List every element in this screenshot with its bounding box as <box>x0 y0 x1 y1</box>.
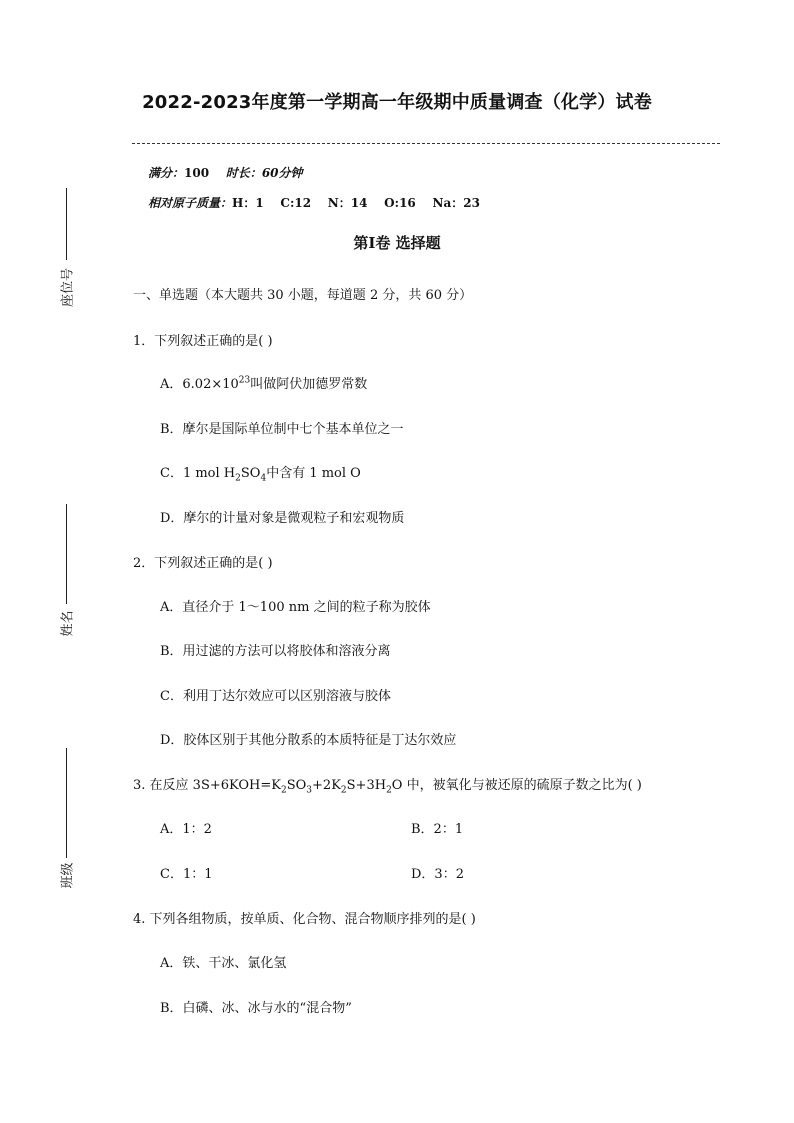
name-write-line[interactable] <box>66 504 67 604</box>
question-4-stem: 4. 下列各组物质，按单质、化合物、混合物顺序排列的是( ) <box>133 912 476 927</box>
score-label: 满分： <box>148 166 185 180</box>
atomic-mass-label: 相对原子质量： <box>148 196 233 210</box>
question-3-stem: 3. 在反应 $3S+6KOH=K_2SO_3+2K_2S+3H_2O$ 中，被氧化与被还原的硫原子数之比为( ) <box>133 778 642 796</box>
question-1-stem: 1．下列叙述正确的是( ) <box>133 334 273 349</box>
question-2-option-c[interactable]: C．利用丁达尔效应可以区别溶液与胶体 <box>160 689 391 704</box>
question-3-option-b[interactable]: B．2：1 <box>411 822 464 837</box>
question-3-option-d[interactable]: D．3：2 <box>411 867 464 882</box>
seat-number-write-line[interactable] <box>66 188 67 260</box>
atomic-mass-values: H：1 C:12 N：14 O:16 Na：23 <box>232 196 480 210</box>
dashed-divider <box>132 143 720 144</box>
question-4-option-b[interactable]: B．白磷、冰、冰与水的“混合物” <box>160 1001 352 1016</box>
question-1-option-a[interactable]: A．$6.02\times 10^{23}$叫做阿伏加德罗常数 <box>160 375 368 392</box>
exam-title: 2022-2023年度第一学期高一年级期中质量调查（化学）试卷 <box>142 92 652 113</box>
section-title: 第Ⅰ卷 选择题 <box>353 234 441 252</box>
question-2-option-b[interactable]: B．用过滤的方法可以将胶体和溶液分离 <box>160 644 391 659</box>
name-label: 姓名 <box>60 610 76 637</box>
duration-value: 60分钟 <box>261 166 303 180</box>
question-2-option-a[interactable]: A．直径介于 1～100 nm 之间的粒子称为胶体 <box>160 600 431 615</box>
seat-number-label: 座位号 <box>60 268 76 308</box>
duration-label: 时长： <box>225 166 262 180</box>
score-value: 100 <box>184 166 210 180</box>
class-label: 班级 <box>60 862 76 889</box>
question-3-option-c[interactable]: C．1：1 <box>160 867 213 882</box>
exam-meta-score-duration <box>148 164 303 181</box>
question-1-option-b[interactable]: B．摩尔是国际单位制中七个基本单位之一 <box>160 422 404 437</box>
question-2-stem: 2．下列叙述正确的是( ) <box>133 556 273 571</box>
class-write-line[interactable] <box>66 748 67 858</box>
question-1-option-c[interactable]: C．1 mol $H_2SO_4$中含有 1 mol O <box>160 466 361 484</box>
part-title: 一、单选题（本大题共 30 小题，每道题 2 分，共 60 分） <box>133 288 473 303</box>
question-2-option-d[interactable]: D．胶体区别于其他分散系的本质特征是丁达尔效应 <box>160 733 457 748</box>
exam-meta-atomic-mass <box>148 194 480 211</box>
question-3-option-a[interactable]: A．1：2 <box>160 822 212 837</box>
question-4-option-a[interactable]: A．铁、干冰、氯化氢 <box>160 956 287 971</box>
question-1-option-d[interactable]: D．摩尔的计量对象是微观粒子和宏观物质 <box>160 511 405 526</box>
